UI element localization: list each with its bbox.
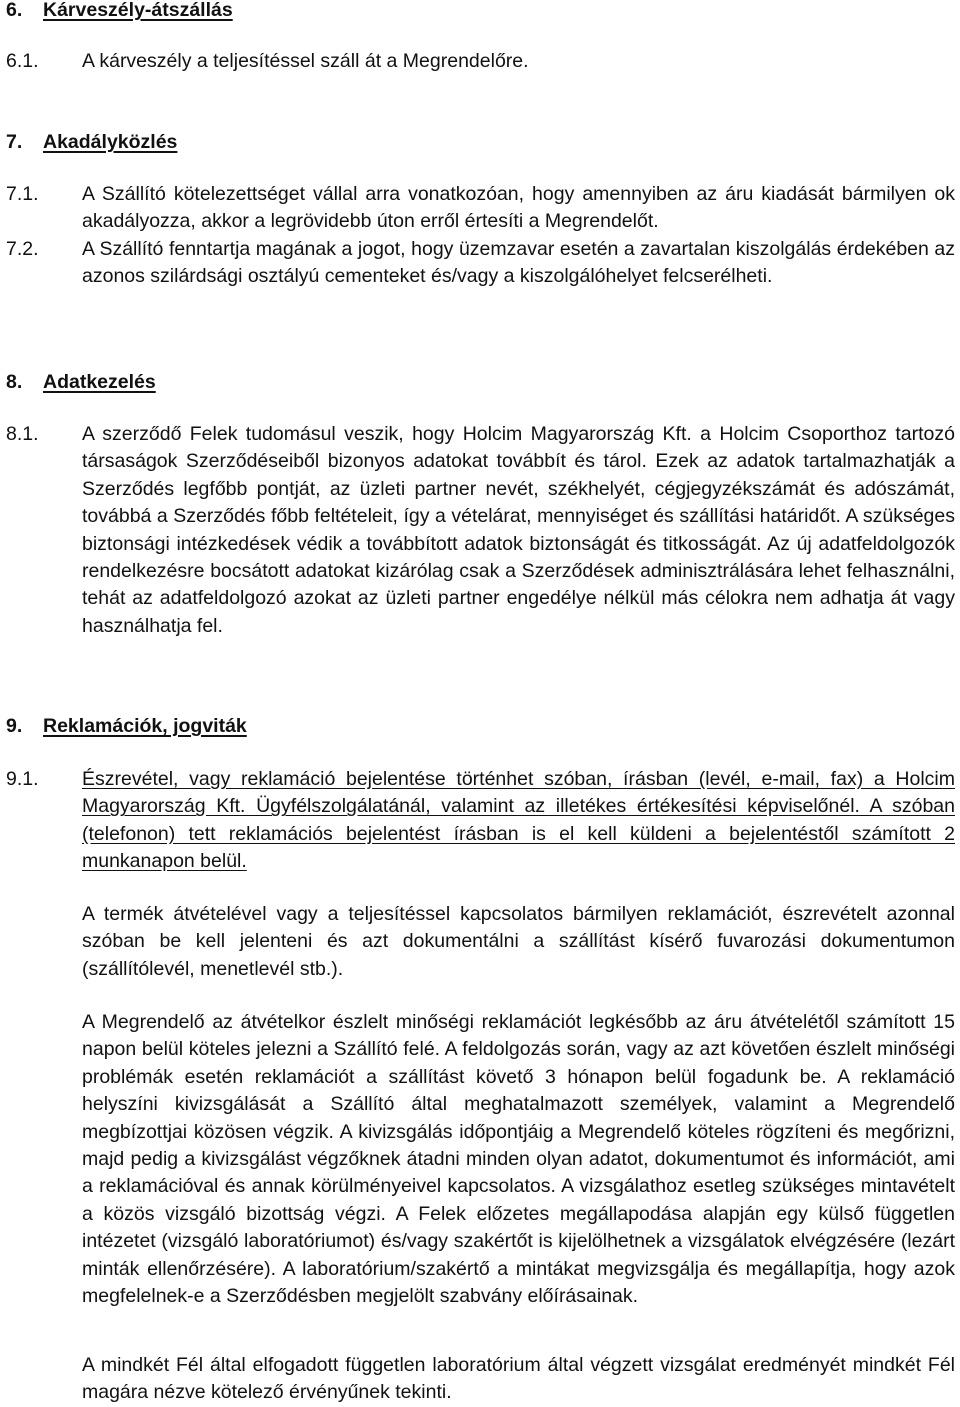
paragraph-9-3: A Megrendelő az átvételkor észlelt minőségi reklamációt legkésőbb az áru átvételétől számított 15 napon belül köteles jelezni a Szállító felé. A feldolgozás során, vagy az azt követően észlelt minőségi problémák esetén reklamációt a szállítást követő 3 hónapon belül fogadunk be. A reklamáció helyszíni kivizsgálását a Szállító által meghatalmazott személyek, valamint a Megrendelő megbízottjai közösen végzik. A kivizsgálás időpontjáig a Megrendelő köteles rögzíteni és megőrizni, majd pedig a kivizsgálást végzőknek átadni minden olyan adatot, dokumentumot és információt, ami a reklamációval és annak körülményeivel kapcsolatos. A vizsgálathoz esetleg szükséges mintavételt a közös vizsgáló bizottság végzi. A Felek előzetes megállapodása alapján egy külső független intézetet (vizsgáló laboratóriumot) és/vagy szakértőt is kijelölhetnek a vizsgálatok elvégzésére (lezárt minták ellenőrzésére). A laboratórium/szakértő a mintákat megvizsgálja és megállapítja, hogy azok megfelelnek-e a Szerződésben megjelölt szabvány előírásainak. bbox=[82, 1011, 955, 1308]
section-title: Kárveszély-átszállás bbox=[43, 0, 233, 21]
clause-text: A Szállító fenntartja magának a jogot, hogy üzemzavar esetén a zavartalan kiszolgálás érdekében az azonos szilárdsági osztályú cementeket és/vagy a kiszolgálóhelyet felcserélheti. bbox=[82, 238, 955, 288]
section-number: 9. bbox=[6, 715, 23, 737]
section-number: 7. bbox=[6, 131, 23, 153]
section-number: 8. bbox=[6, 371, 23, 393]
clause-number: 7.2. bbox=[6, 238, 39, 260]
clause-number: 7.1. bbox=[6, 183, 39, 205]
clause-number: 6.1. bbox=[6, 50, 39, 72]
section-title: Reklamációk, jogviták bbox=[43, 715, 247, 737]
clause-text: A kárveszély a teljesítéssel száll át a Megrendelőre. bbox=[82, 50, 529, 72]
paragraph-9-2: A termék átvételével vagy a teljesítéssel kapcsolatos bármilyen reklamációt, észrevételt azonnal szóban be kell jelenteni és azt dokumentálni a szállítást kísérő fuvarozási dokumentumon (szállítólevél, menetlevél stb.). bbox=[82, 903, 955, 980]
section-title: Akadályközlés bbox=[43, 131, 178, 153]
section-6-heading bbox=[6, 0, 233, 24]
clause-text: Észrevétel, vagy reklamáció bejelentése történhet szóban, írásban (levél, e-mail, fax) a Holcim Magyarország Kft. Ügyfélszolgálatánál, valamint az illetékes értékesítési képviselőnél. A szóban (telefonon) tett reklamációs bejelentést írásban is el kell küldeni a bejelentéstől számított 2 munkanapon belül. bbox=[82, 768, 955, 873]
clause-number: 9.1. bbox=[6, 768, 39, 790]
section-title: Adatkezelés bbox=[43, 371, 156, 393]
section-9-heading bbox=[6, 713, 247, 740]
paragraph-9-4: A mindkét Fél által elfogadott független laboratórium által végzett vizsgálat eredményét mindkét Fél magára nézve kötelező érvényűnek tekinti. bbox=[82, 1354, 955, 1404]
clause-text: A Szállító kötelezettséget vállal arra vonatkozóan, hogy amennyiben az áru kiadását bármilyen ok akadályozza, akkor a legrövidebb úton erről értesíti a Megrendelőt. bbox=[82, 183, 955, 233]
section-7-heading bbox=[6, 129, 177, 156]
clause-number: 8.1. bbox=[6, 423, 39, 445]
clause-text: A szerződő Felek tudomásul veszik, hogy Holcim Magyarország Kft. a Holcim Csoporthoz tartozó társaságok Szerződéseiből bizonyos adatokat továbbít és tárol. Ezek az adatok tartalmazhatják a Szerződés legfőbb pontját, az üzleti partner nevét, székhelyét, cégjegyzékszámát és adószámát, továbbá a Szerződés főbb feltételeit, így a vételárat, mennyiséget és szállítási határidőt. A szükséges biztonsági intézkedések védik a továbbított adatok biztonságát és titkosságát. Az új adatfeldolgozók rendelkezésre bocsátott adatokat kizárólag csak a Szerződések adminisztrálására lehet felhasználni, tehát az adatfeldolgozó azokat az üzleti partner engedélye nélkül más célokra nem adhatja át vagy használhatja fel. bbox=[82, 423, 955, 637]
section-number: 6. bbox=[6, 0, 23, 21]
section-8-heading bbox=[6, 369, 156, 396]
